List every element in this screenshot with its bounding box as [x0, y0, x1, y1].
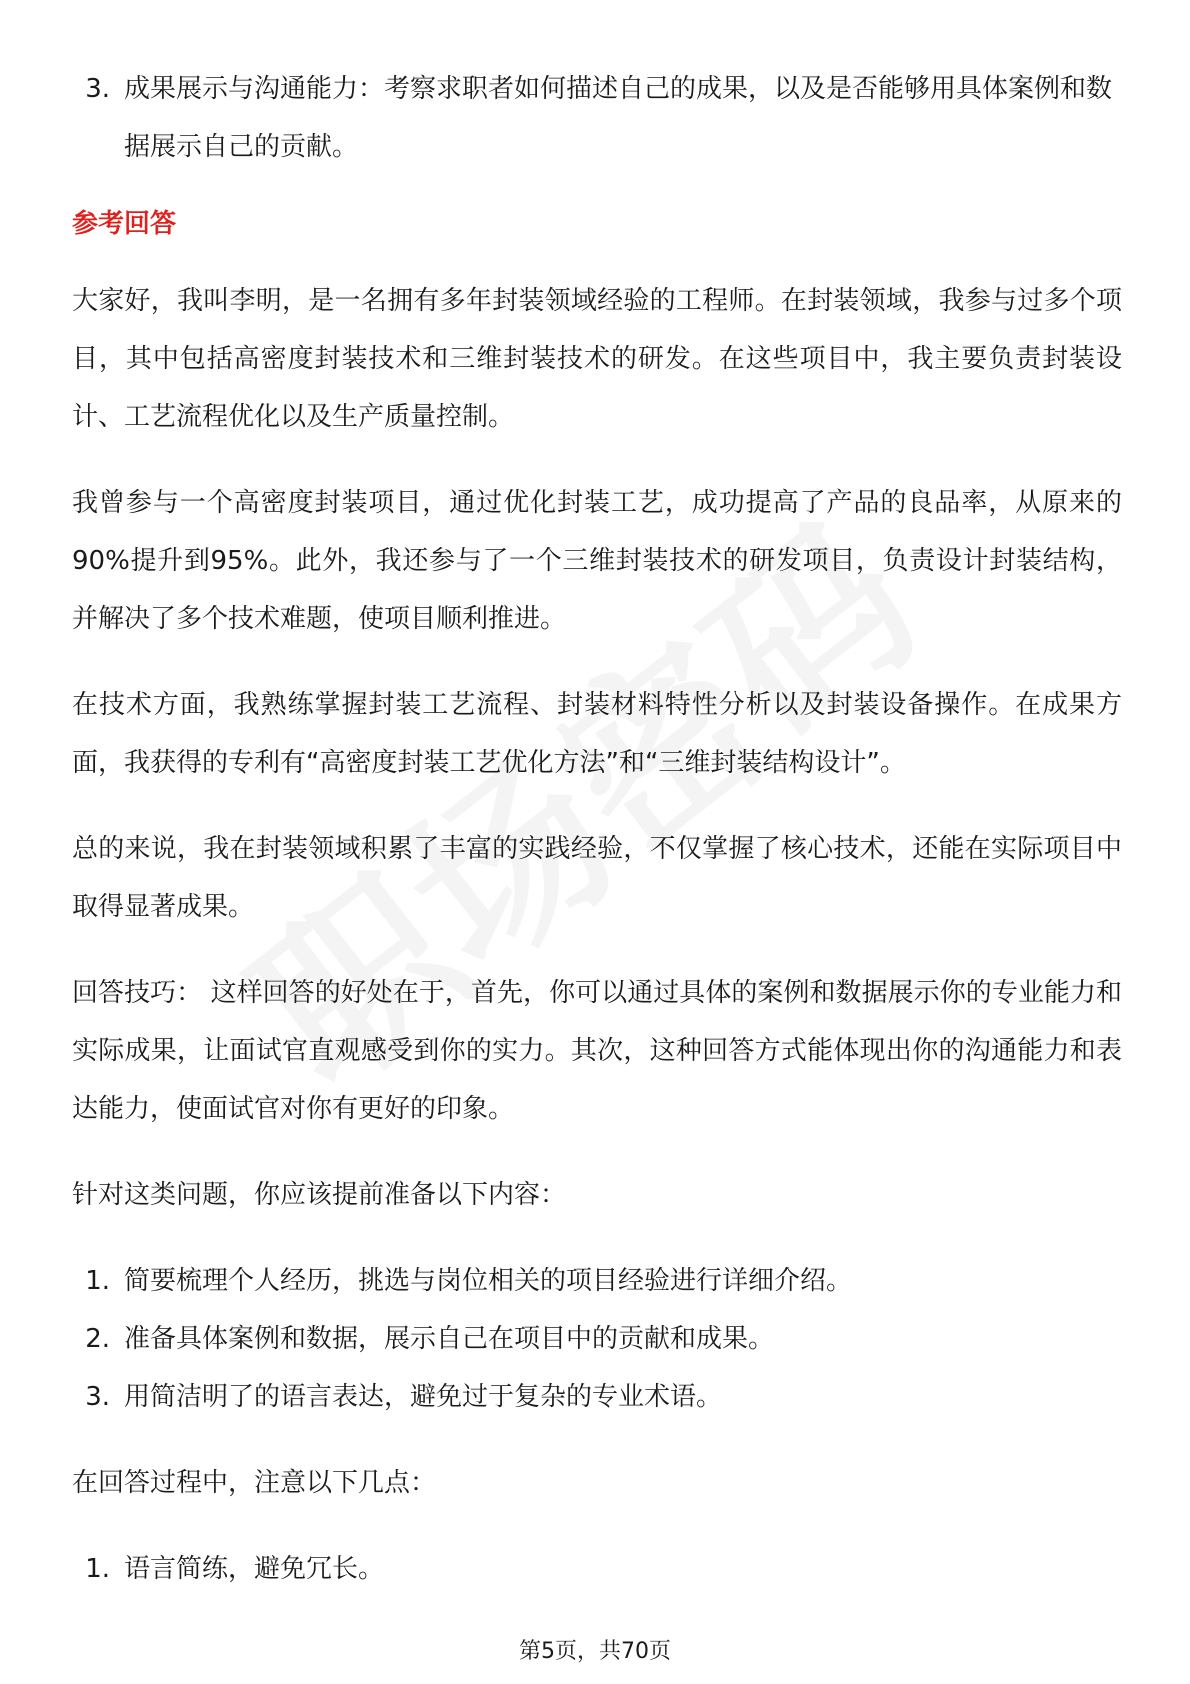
notes-list — [72, 1540, 1122, 1598]
list-item — [72, 1310, 1122, 1368]
paragraph-skills: 在技术方面，我熟练掌握封装工艺流程、封装材料特性分析以及封装设备操作。在成果方面，我获得的专利有“高密度封装工艺优化方法”和“三维封装结构设计”。 — [72, 690, 1122, 778]
list-number: 1. — [85, 1554, 110, 1584]
criteria-list — [72, 60, 1122, 176]
list-item — [72, 1368, 1122, 1426]
list-text: 用简洁明了的语言表达，避免过于复杂的专业术语。 — [124, 1382, 723, 1412]
paragraph-project: 我曾参与一个高密度封装项目，通过优化封装工艺，成功提高了产品的良品率，从原来的90%提升到95%。此外，我还参与了一个三维封装技术的研发项目，负责设计封装结构，并解决了多个技术难题，使项目顺利推进。 — [72, 488, 1122, 634]
list-text: 语言简练，避免冗长。 — [124, 1554, 385, 1584]
list-text: 准备具体案例和数据，展示自己在项目中的贡献和成果。 — [124, 1324, 775, 1354]
prep-list — [72, 1252, 1122, 1426]
list-item — [72, 1540, 1122, 1598]
list-text: 成果展示与沟通能力：考察求职者如何描述自己的成果，以及是否能够用具体案例和数据展示自己的贡献。 — [124, 74, 1113, 162]
paragraph-intro: 大家好，我叫李明，是一名拥有多年封装领域经验的工程师。在封装领域，我参与过多个项目，其中包括高密度封装技术和三维封装技术的研发。在这些项目中，我主要负责封装设计、工艺流程优化以及生产质量控制。 — [72, 286, 1122, 432]
document-page — [72, 60, 1122, 1626]
paragraph-summary: 总的来说，我在封装领域积累了丰富的实践经验，不仅掌握了核心技术，还能在实际项目中取得显著成果。 — [72, 834, 1122, 922]
list-item — [72, 1252, 1122, 1310]
list-number: 2. — [85, 1324, 110, 1354]
list-number: 3. — [85, 1382, 110, 1412]
paragraph-notes-intro: 在回答过程中，注意以下几点： — [72, 1468, 437, 1498]
paragraph-prep-intro: 针对这类问题，你应该提前准备以下内容： — [72, 1180, 567, 1210]
paragraph-tips: 回答技巧： 这样回答的好处在于，首先，你可以通过具体的案例和数据展示你的专业能力和实际成果，让面试官直观感受到你的实力。其次，这种回答方式能体现出你的沟通能力和表达能力，使面试官对你有更好的印象。 — [72, 978, 1122, 1124]
list-text: 简要梳理个人经历，挑选与岗位相关的项目经验进行详细介绍。 — [124, 1266, 853, 1296]
page-footer: 第5页，共70页 — [519, 1639, 671, 1664]
section-heading: 参考回答 — [72, 209, 177, 239]
list-number: 3. — [85, 74, 110, 104]
list-number: 1. — [85, 1266, 110, 1296]
list-item — [72, 60, 1122, 176]
